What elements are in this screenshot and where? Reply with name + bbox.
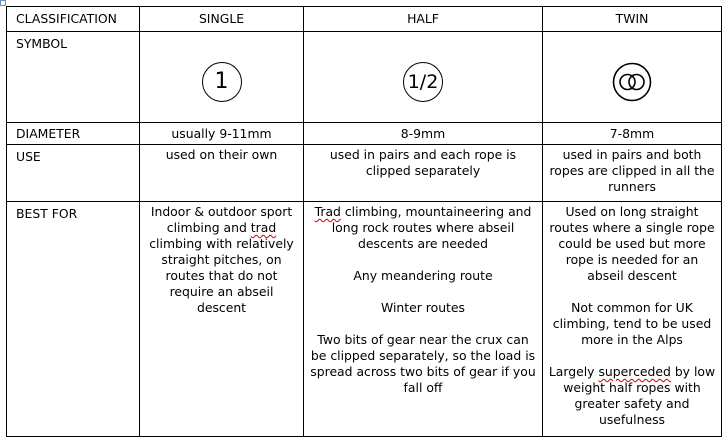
symbol-twin-cell — [543, 32, 722, 123]
single-rope-symbol: 1 — [202, 62, 242, 102]
best-for-label: BEST FOR — [7, 202, 140, 437]
diameter-row — [7, 123, 722, 145]
best-for-half-p1: Trad climbing, mountaineering and long rock routes where abseil descents are needed — [314, 204, 532, 251]
diameter-single: usually 9-11mm — [140, 123, 304, 145]
symbol-row — [7, 32, 722, 123]
symbol-single-cell — [140, 32, 304, 123]
best-for-half-p2: Any meandering route — [353, 268, 493, 283]
best-for-half — [304, 202, 543, 437]
header-classification: CLASSIFICATION — [7, 7, 140, 32]
use-label: USE — [7, 145, 140, 202]
twin-ring-icon — [612, 62, 652, 102]
header-half: HALF — [304, 7, 543, 32]
spellcheck-word: trad — [250, 220, 277, 235]
header-row — [7, 7, 722, 32]
best-for-row — [7, 202, 722, 437]
symbol-label: SYMBOL — [7, 32, 140, 123]
rope-classification-table — [6, 6, 722, 437]
header-single: SINGLE — [140, 7, 304, 32]
best-for-twin-p1: Used on long straight routes where a single rope could be used but more rope is needed for an abseil descent — [549, 204, 715, 283]
diameter-half: 8-9mm — [304, 123, 543, 145]
spellcheck-word: superceded — [598, 364, 671, 379]
diameter-label: DIAMETER — [7, 123, 140, 145]
spellcheck-word: Trad — [314, 204, 341, 219]
symbol-half-cell — [304, 32, 543, 123]
use-row — [7, 145, 722, 202]
best-for-single-text: Indoor & outdoor sport climbing and trad climbing with relatively straight pitches, on routes that do not require an abseil descent — [149, 204, 294, 315]
best-for-half-p4: Two bits of gear near the crux can be clipped separately, so the load is spread across two bits of gear if you fall off — [310, 332, 536, 395]
use-twin: used in pairs and both ropes are clipped in all the runners — [543, 145, 722, 202]
best-for-twin — [543, 202, 722, 437]
best-for-twin-p2: Not common for UK climbing, tend to be used more in the Alps — [552, 300, 712, 347]
header-twin: TWIN — [543, 7, 722, 32]
best-for-half-p3: Winter routes — [381, 300, 465, 315]
use-single: used on their own — [140, 145, 304, 202]
use-half: used in pairs and each rope is clipped separately — [304, 145, 543, 202]
best-for-single — [140, 202, 304, 437]
diameter-twin: 7-8mm — [543, 123, 722, 145]
best-for-twin-p3: Largely superceded by low weight half ropes with greater safety and usefulness — [548, 364, 716, 427]
half-rope-symbol: 1/2 — [403, 62, 443, 102]
